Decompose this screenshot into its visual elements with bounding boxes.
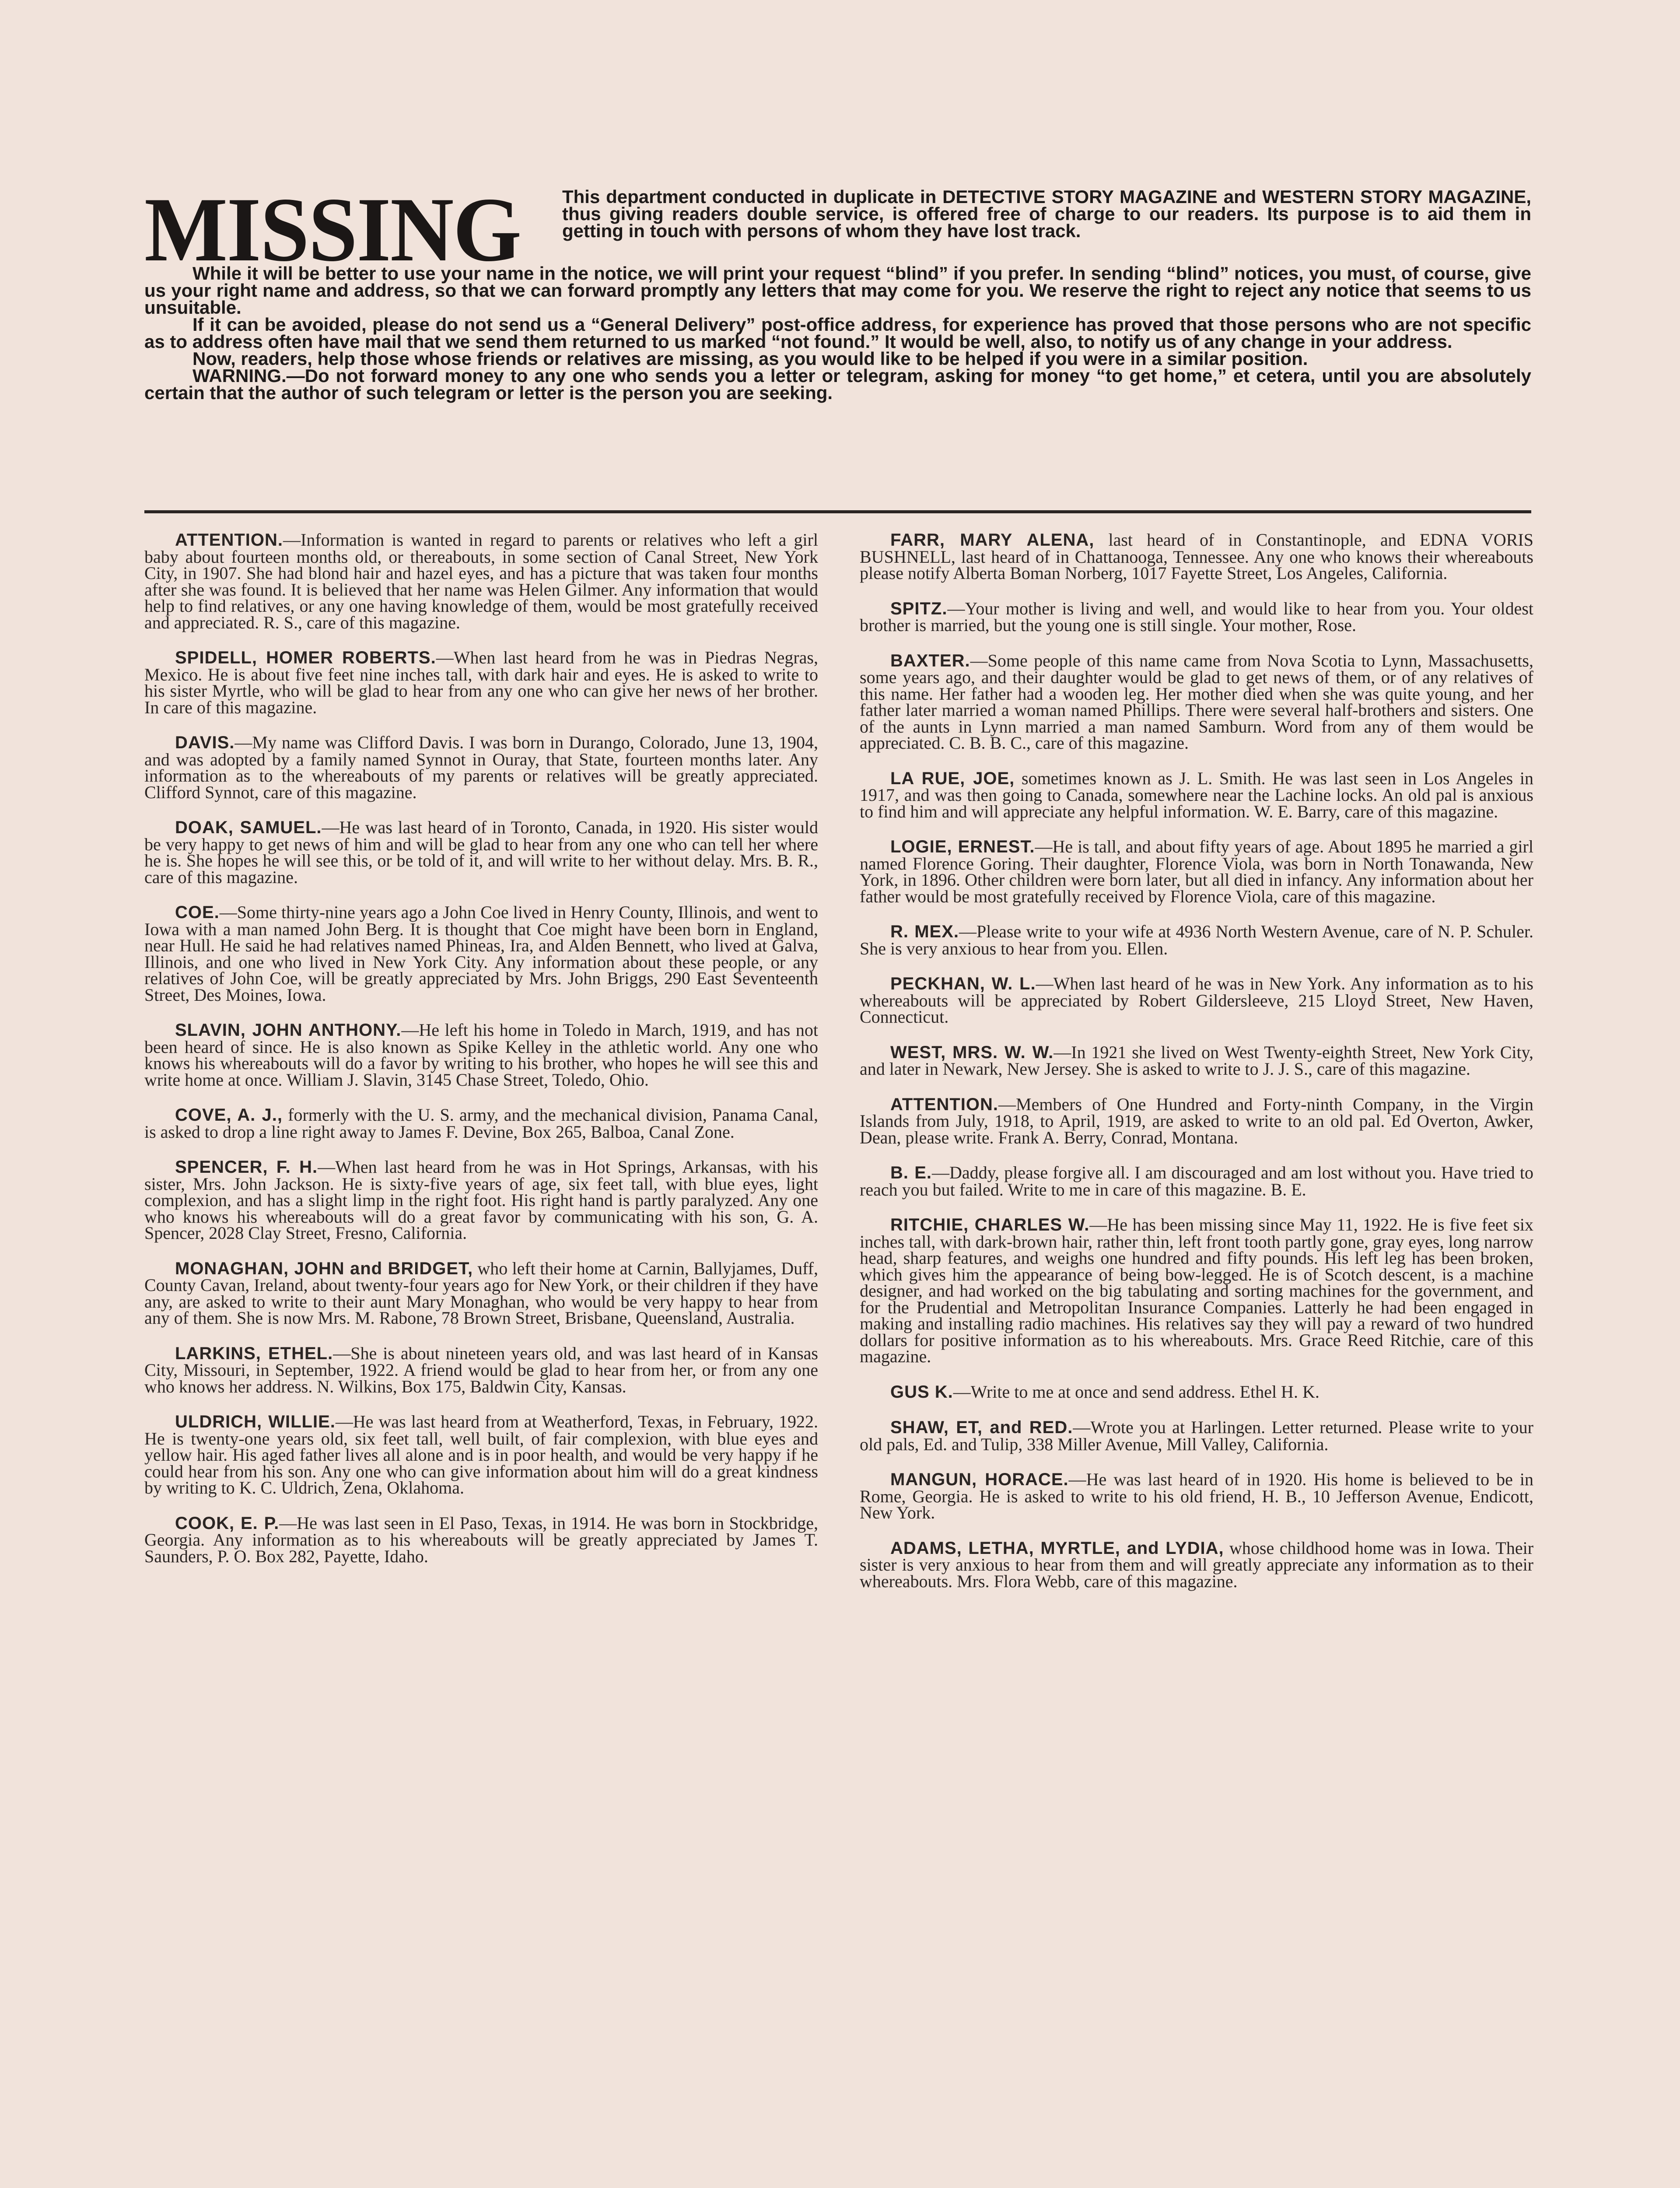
notice-text: —She is about nineteen years old, and was last heard of in Kansas City, Missouri, in September, 1922. A friend would be glad to hear from her, or from any one who knows her address. N. Wilkins, Box 175, Baldwin City, Kansas. bbox=[144, 1343, 819, 1396]
notice-text: —In 1921 she lived on West Twenty-eighth Street, New York City, and later in Newark, New Jersey. She is asked to write to J. J. S., care of this magazine. bbox=[860, 1042, 1534, 1079]
notice-text: —He was last heard of in Toronto, Canada, in 1920. His sister would be very happy to get news of him and will be glad to hear from any one who can tell her where he is. She hopes he will see this, or be told of it, and will write to her without delay. Mrs. B. R., care of this magazine. bbox=[144, 817, 819, 887]
intro-lead bbox=[562, 188, 1531, 239]
notice-name: SLAVIN, JOHN ANTHONY. bbox=[175, 1020, 402, 1040]
notice-entry bbox=[860, 1044, 1533, 1077]
page-title: MISSING bbox=[144, 179, 521, 281]
notice-name: BAXTER. bbox=[890, 651, 970, 670]
notice-name: WEST, MRS. W. W. bbox=[890, 1042, 1054, 1062]
notice-entry bbox=[860, 532, 1533, 582]
notice-text: formerly with the U. S. army, and the mechanical division, Panama Canal, is asked to drop a line right away to James F. Devine, Box 265, Balboa, Canal Zone. bbox=[144, 1105, 819, 1142]
notice-entry bbox=[144, 1515, 818, 1565]
notice-entry bbox=[860, 838, 1533, 905]
notice-name: PECKHAN, W. L. bbox=[890, 974, 1036, 993]
right-column bbox=[860, 532, 1533, 1608]
notice-entry bbox=[144, 532, 818, 631]
notice-entry bbox=[860, 1217, 1533, 1365]
notice-name: ULDRICH, WILLIE. bbox=[175, 1412, 336, 1431]
notice-text: —Information is wanted in regard to parents or relatives who left a girl baby about fourteen months old, or thereabouts, in some section of Canal Street, New York City, in 1907. She had blond hair and hazel eyes, and has a picture that was taken four months after she was found. It is believed that her name was Helen Gilmer. Any information that would help to find relatives, or any one having knowledge of them, would be most gratefully received and appreciated. R. S., care of this magazine. bbox=[144, 530, 818, 632]
notice-entry bbox=[144, 1260, 818, 1326]
intro-warning: WARNING.—Do not forward money to any one who sends you a letter or telegram, asking for money “to get home,” et cetera, until you are absolutely certain that the author of such telegram or letter is the person you are seeking. bbox=[144, 365, 1531, 403]
notice-name: COOK, E. P. bbox=[175, 1513, 280, 1533]
notice-name: SPENCER, F. H. bbox=[175, 1157, 318, 1177]
left-column bbox=[144, 532, 818, 1583]
notice-name: ATTENTION. bbox=[175, 530, 284, 550]
notice-name: SPITZ. bbox=[890, 599, 948, 618]
notice-entry bbox=[144, 649, 818, 715]
notice-name: LOGIE, ERNEST. bbox=[890, 837, 1035, 856]
notice-text: —He is tall, and about fifty years of age. About 1895 he married a girl named Florence Goring. Their daughter, Florence Viola, was born in North Tonawanda, New York, in 1896. Other children were born later, but all died in infancy. Any information about her father would be most gratefully received by Florence Viola, care of this magazine. bbox=[860, 837, 1533, 906]
notice-name: MONAGHAN, JOHN and BRIDGET, bbox=[175, 1259, 473, 1278]
notice-text: —Write to me at once and send address. Ethel H. K. bbox=[953, 1382, 1320, 1402]
notice-entry bbox=[144, 1159, 818, 1241]
notice-name: LA RUE, JOE, bbox=[890, 768, 1015, 788]
notice-text: —He left his home in Toledo in March, 1919, and has not been heard of since. He is also known as Spike Kelley in the athletic world. Any one who knows his whereabouts will do a favor by writing to his brother, who hopes he will see this and write home at once. William J. Slavin, 3145 Chase Street, Toledo, Ohio. bbox=[144, 1020, 818, 1090]
header-divider bbox=[144, 510, 1531, 513]
notice-text: —Please write to your wife at 4936 North Western Avenue, care of N. P. Schuler. She is very anxious to hear from you. Ellen. bbox=[860, 922, 1533, 958]
intro-notice bbox=[144, 265, 1531, 401]
notice-entry bbox=[144, 819, 818, 885]
notice-text: —He was last seen in El Paso, Texas, in 1914. He was born in Stockbridge, Georgia. Any information as to his whereabouts will be greatly appreciated by James T. Saunders, P. O. Box 282, Payette, Idaho. bbox=[144, 1513, 818, 1566]
notice-text: —He was last heard of in 1920. His home is believed to be in Rome, Georgia. He is asked to write to his old friend, H. B., 10 Jefferson Avenue, Endicott, New York. bbox=[860, 1469, 1533, 1522]
notice-name: ATTENTION. bbox=[890, 1094, 999, 1114]
notice-name: MANGUN, HORACE. bbox=[890, 1470, 1069, 1489]
intro-paragraph: If it can be avoided, please do not send us a “General Delivery” post-office address, for experience has proved that those persons who are not specific as to address often have mail that we send them returned to us marked “not found.” It would be well, also, to notify us of any change in your address. bbox=[144, 314, 1531, 352]
notice-text: —When last heard from he was in Piedras Negras, Mexico. He is about five feet nine inches tall, with dark hair and eyes. He is asked to write to his sister Myrtle, who will be glad to hear from any one who can give her news of her brother. In care of this magazine. bbox=[144, 648, 818, 717]
notice-entry bbox=[860, 770, 1533, 820]
notice-entry bbox=[144, 1413, 818, 1496]
notice-entry bbox=[860, 1384, 1533, 1401]
notice-entry bbox=[144, 1107, 818, 1140]
notice-name: R. MEX. bbox=[890, 922, 959, 941]
notice-text: —Some people of this name came from Nova Scotia to Lynn, Massachusetts, some years ago, and their daughter would be glad to get news of them, or of any relatives of this name. Her father had a wooden leg. Her mother died when she was quite young, and her father later married a woman named Phillips. There were several half-brothers and sisters. One of the aunts in Lynn married a man named Samburn. Word from any of them would be appreciated. C. B. B. C., care of this magazine. bbox=[860, 650, 1533, 753]
notice-entry bbox=[144, 1022, 818, 1088]
notice-entry bbox=[144, 1345, 818, 1395]
notice-text: —Members of One Hundred and Forty-ninth Company, in the Virgin Islands from July, 1918, to April, 1919, are asked to write to an old pal. Ed Overton, Awker, Dean, please write. Frank A. Berry, Conrad, Montana. bbox=[860, 1094, 1533, 1147]
notice-name: RITCHIE, CHARLES W. bbox=[890, 1215, 1090, 1234]
notice-text: —When last heard from he was in Hot Springs, Arkansas, with his sister, Mrs. John Jackson. He is sixty-five years of age, six feet tall, with blue eyes, light complexion, and has a slight limp in the right foot. His right hand is partly paralyzed. Any one who knows his whereabouts will do a great favor by communicating with his son, G. A. Spencer, 2028 Clay Street, Fresno, California. bbox=[144, 1157, 818, 1243]
notice-name: ADAMS, LETHA, MYRTLE, and LYDIA, bbox=[890, 1538, 1224, 1558]
notice-text: —He was last heard from at Weatherford, Texas, in February, 1922. He is twenty-one years old, six feet tall, well built, of fair complexion, with blue eyes and yellow hair. His aged father lives all alone and is in poor health, and would be very happy if he could hear from his son. Any one who can give information about him will do a great kindness by writing to K. C. Uldrich, Zena, Oklahoma. bbox=[144, 1412, 818, 1497]
intro-paragraph: While it will be better to use your name in the notice, we will print your request “blind” if you prefer. In sending “blind” notices, you must, of course, give us your right name and address, so that we can forward promptly any letters that may come for you. We reserve the right to reject any notice that seems to us unsuitable. bbox=[144, 263, 1531, 318]
notice-text: last heard of in Constantinople, and EDNA VORIS BUSHNELL, last heard of in Chattanooga, Tennessee. Any one who knows their whereabouts please notify Alberta Boman Norberg, 1017 Fayette Street, Los Angeles, California. bbox=[860, 530, 1534, 583]
notice-name: SPIDELL, HOMER ROBERTS. bbox=[175, 648, 436, 667]
notice-name: B. E. bbox=[890, 1163, 932, 1182]
notice-entry bbox=[860, 975, 1533, 1025]
intro-paragraph: Now, readers, help those whose friends or relatives are missing, as you would like to be helped if you were in a similar position. bbox=[192, 348, 1308, 369]
notice-text: —My name was Clifford Davis. I was born in Durango, Colorado, June 13, 1904, and was adopted by a family named Synnot in Ouray, that State, fourteen months later. Any information as to the whereabouts of my parents or relatives will be greatly appreciated. Clifford Synnot, care of this magazine. bbox=[144, 733, 818, 802]
notice-entry bbox=[144, 904, 818, 1003]
notice-name: COVE, A. J., bbox=[175, 1105, 283, 1125]
notice-name: COE. bbox=[175, 903, 220, 922]
notice-text: —When last heard of he was in New York. Any information as to his whereabouts will be appreciated by Robert Gildersleeve, 215 Lloyd Street, New Haven, Connecticut. bbox=[860, 974, 1533, 1027]
notice-entry bbox=[860, 1419, 1533, 1452]
notice-entry bbox=[860, 1471, 1533, 1521]
notice-name: LARKINS, ETHEL. bbox=[175, 1343, 333, 1363]
notice-entry bbox=[860, 923, 1533, 957]
notice-name: DOAK, SAMUEL. bbox=[175, 818, 322, 837]
notice-entry bbox=[860, 1164, 1533, 1198]
notice-text: —Some thirty-nine years ago a John Coe lived in Henry County, Illinois, and went to Iowa with a man named John Berg. It is thought that Coe might have been born in England, near Hull. He said he had relatives named Phineas, Ira, and Alden Bennett, who lived at Galva, Illinois, and one who lived in New York City. Any information about these people, or any relatives of John Coe, will be greatly appreciated by Mrs. John Briggs, 290 East Seventeenth Street, Des Moines, Iowa. bbox=[144, 902, 818, 1005]
notice-name: DAVIS. bbox=[175, 733, 235, 752]
notice-text: who left their home at Carnin, Ballyjames, Duff, County Cavan, Ireland, about twenty-four years ago for New York, or their children if they have any, are asked to write to their aunt Mary Monaghan, who would be very happy to hear from any of them. She is now Mrs. M. Rabone, 78 Brown Street, Brisbane, Queensland, Australia. bbox=[144, 1258, 819, 1328]
notice-entry bbox=[860, 600, 1533, 634]
notice-text: —Wrote you at Harlingen. Letter returned. Please write to your old pals, Ed. and Tulip, 338 Miller Avenue, Mill Valley, California. bbox=[860, 1417, 1533, 1454]
notice-text: sometimes known as J. L. Smith. He was last seen in Los Angeles in 1917, and was then going to Canada, somewhere near the Lachine locks. An old pal is anxious to find him and will appreciate any helpful information. W. E. Barry, care of this magazine. bbox=[860, 768, 1534, 821]
notice-text: —Daddy, please forgive all. I am discouraged and am lost without you. Have tried to reach you but failed. Write to me in care of this magazine. B. E. bbox=[860, 1163, 1534, 1199]
intro-lead-text: This department conducted in duplicate in DETECTIVE STORY MAGAZINE and WESTERN STORY MAGAZINE, thus giving readers double service, is offered free of charge to our readers. Its purpose is to aid them in getting in touch with persons of whom they have lost track. bbox=[562, 186, 1531, 241]
notice-entry bbox=[144, 734, 818, 800]
notice-text: —He has been missing since May 11, 1922. He is five feet six inches tall, with dark-brown hair, rather thin, left front tooth partly gone, gray eyes, long narrow head, sharp features, and weighs one hundred and fifty pounds. His left leg has been broken, which gives him the appearance of being bow-legged. He is of Scotch descent, is a machine designer, and had worked on the big tabulating and sorting machines for the government, and for the Prudential and Metropolitan Insurance Companies. Latterly he had been engaged in making and installing radio machines. His relatives say they will pay a reward of two hundred dollars for positive information as to his whereabouts. Mrs. Grace Reed Ritchie, care of this magazine. bbox=[860, 1215, 1533, 1366]
notice-entry bbox=[860, 1540, 1533, 1590]
notice-name: FARR, MARY ALENA, bbox=[890, 530, 1095, 550]
notice-entry bbox=[860, 652, 1533, 751]
notice-name: GUS K. bbox=[890, 1382, 953, 1402]
notice-text: —Your mother is living and well, and would like to hear from you. Your oldest brother is married, but the young one is still single. Your mother, Rose. bbox=[860, 598, 1533, 635]
notice-entry bbox=[860, 1096, 1533, 1146]
notice-name: SHAW, ET, and RED. bbox=[890, 1418, 1073, 1437]
notice-text: whose childhood home was in Iowa. Their sister is very anxious to hear from them and will greatly appreciate any information as to their whereabouts. Mrs. Flora Webb, care of this magazine. bbox=[860, 1538, 1534, 1591]
